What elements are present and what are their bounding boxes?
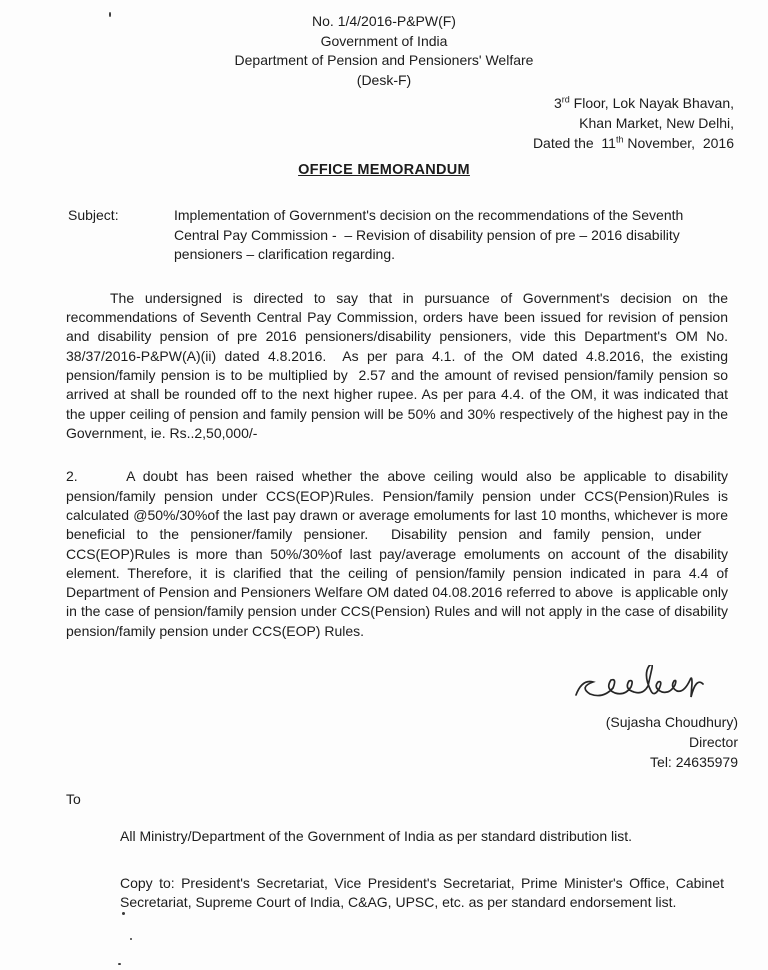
- scan-speck: [122, 912, 125, 915]
- date-rest: November, 2016: [623, 135, 734, 152]
- paragraph-2: 2. A doubt has been raised whether the above ceiling would also be applicable to disability pension/family pension under CCS(EOP)Rules. Pension/family pension under CCS(Pension)Rules is calculated @50%/30%of the last pay drawn or average emoluments for last 10 months, whichever is more beneficial to the pensioner/family pensioner. Disability pension and family pension, under CCS(EOP)Rules is more than 50%/30%of last pay/average emoluments on account of the disability element. Therefore, it is clarified that the ceiling of pension/family pension indicated in para 4.4 of Department of Pension and Pensioners Welfare OM dated 04.08.2016 referred to above is applicable only in the case of pension/family pension under CCS(Pension) Rules and will not apply in the case of disability pension/family pension under CCS(EOP) Rules.: [66, 468, 732, 639]
- reference-number: No. 1/4/2016-P&PW(F): [312, 13, 456, 29]
- to-label: To: [66, 790, 81, 807]
- scan-speck: [109, 12, 111, 17]
- address-line-city: Khan Market, New Delhi,: [579, 115, 734, 132]
- subject-block: [68, 206, 724, 265]
- scan-speck: [130, 938, 132, 940]
- address-floor-rest: Floor, Lok Nayak Bhavan,: [569, 95, 734, 112]
- subject-text: Implementation of Government's decision on the recommendations of the Seventh Central Pay Commission - – Revision of disability pension of pre – 2016 disability pensioners – clarification regarding.: [174, 207, 684, 263]
- date-prefix: Dated the 11: [532, 135, 616, 152]
- address-line-floor: [0, 94, 734, 114]
- date-line: [0, 134, 734, 154]
- signatory-designation: Director: [688, 733, 738, 750]
- signature-block: [0, 665, 768, 773]
- copy-to-list: Copy to: President's Secretariat, Vice President's Secretariat, Prime Minister's Office, Cabinet Secretariat, Supreme Court of India, C&AG, UPSC, etc. as per standard endorsement list.: [120, 874, 724, 911]
- address-floor-number: 3: [553, 95, 562, 112]
- letterhead: [0, 12, 768, 90]
- document-title: OFFICE MEMORANDUM: [298, 162, 470, 178]
- org-line-government: Government of India: [320, 32, 448, 49]
- address-block: [0, 94, 768, 154]
- signature-image: [564, 665, 728, 713]
- signatory-phone: Tel: 24635979: [650, 753, 738, 770]
- org-line-department: Department of Pension and Pensioners' Welfare: [234, 52, 534, 69]
- date-ordinal: th: [615, 134, 624, 145]
- distribution-list: All Ministry/Department of the Government of India as per standard distribution list.: [120, 827, 633, 844]
- subject-label: Subject:: [68, 207, 119, 223]
- paragraph-1: The undersigned is directed to say that in pursuance of Government's decision on the recommendations of Seventh Central Pay Commission, orders have been issued for revision of pension and disability pension of pre 2016 pensioners/disability pensioners, vide this Department's OM No. 38/37/2016-P&PW(A)(ii) dated 4.8.2016. As per para 4.1. of the OM dated 4.8.2016, the existing pension/family pension is to be multiplied by 2.57 and the amount of revised pension/family pension so arrived at shall be rounded off to the next higher rupee. As per para 4.4. of the OM, it was indicated that the upper ceiling of pension and family pension will be 50% and 30% respectively of the highest pay in the Government, ie. Rs..2,50,000/-: [66, 289, 732, 441]
- signatory-name: (Sujasha Choudhury): [605, 713, 738, 730]
- signature-scrawl-row: [0, 665, 738, 713]
- scan-speck: [118, 963, 121, 965]
- address-floor-ordinal: rd: [561, 94, 570, 105]
- org-line-desk: (Desk-F): [356, 71, 412, 88]
